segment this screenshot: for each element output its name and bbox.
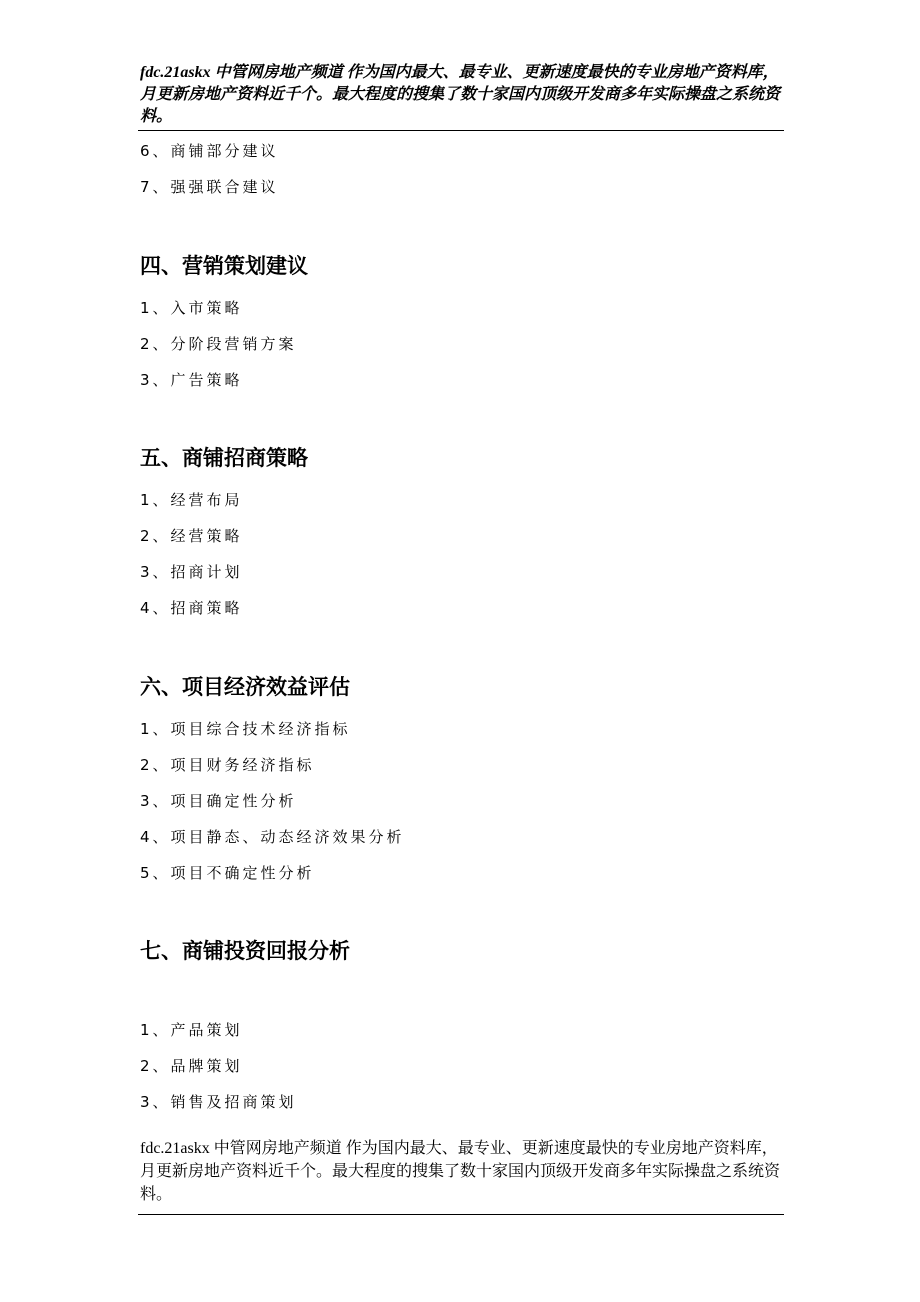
section-title-marketing: 四、营销策划建议 — [140, 254, 308, 278]
list-item: 2、经营策略 — [140, 527, 243, 545]
section-title-leasing: 五、商铺招商策略 — [140, 446, 308, 470]
list-item: 3、招商计划 — [140, 563, 243, 581]
list-item: 1、项目综合技术经济指标 — [140, 720, 351, 738]
list-item: 5、项目不确定性分析 — [140, 864, 315, 882]
list-item: 1、产品策划 — [140, 1021, 243, 1039]
footer-divider — [138, 1214, 784, 1215]
list-item: 2、分阶段营销方案 — [140, 335, 297, 353]
list-item: 2、品牌策划 — [140, 1057, 243, 1075]
section-title-economics: 六、项目经济效益评估 — [140, 675, 350, 699]
list-item: 6、商铺部分建议 — [140, 142, 279, 160]
list-item: 2、项目财务经济指标 — [140, 756, 315, 774]
header-divider — [138, 130, 784, 131]
section-title-investment: 七、商铺投资回报分析 — [140, 939, 350, 963]
list-item: 3、项目确定性分析 — [140, 792, 297, 810]
page-footer: fdc.21askx 中管网房地产频道 作为国内最大、最专业、更新速度最快的专业房地产资料库，月更新房地产资料近千个。最大程度的搜集了数十家国内顶级开发商多年实际操盘之系统资料。 — [140, 1140, 781, 1203]
list-item: 4、招商策略 — [140, 599, 243, 617]
list-item: 3、广告策略 — [140, 371, 243, 389]
list-item: 1、入市策略 — [140, 299, 243, 317]
list-item: 3、销售及招商策划 — [140, 1093, 297, 1111]
list-item: 7、强强联合建议 — [140, 178, 279, 196]
list-item: 1、经营布局 — [140, 491, 243, 509]
page-header: fdc.21askx 中管网房地产频道 作为国内最大、最专业、更新速度最快的专业房地产资料库，月更新房地产资料近千个。最大程度的搜集了数十家国内顶级开发商多年实际操盘之系统资料。 — [140, 64, 781, 125]
list-item: 4、项目静态、动态经济效果分析 — [140, 828, 405, 846]
